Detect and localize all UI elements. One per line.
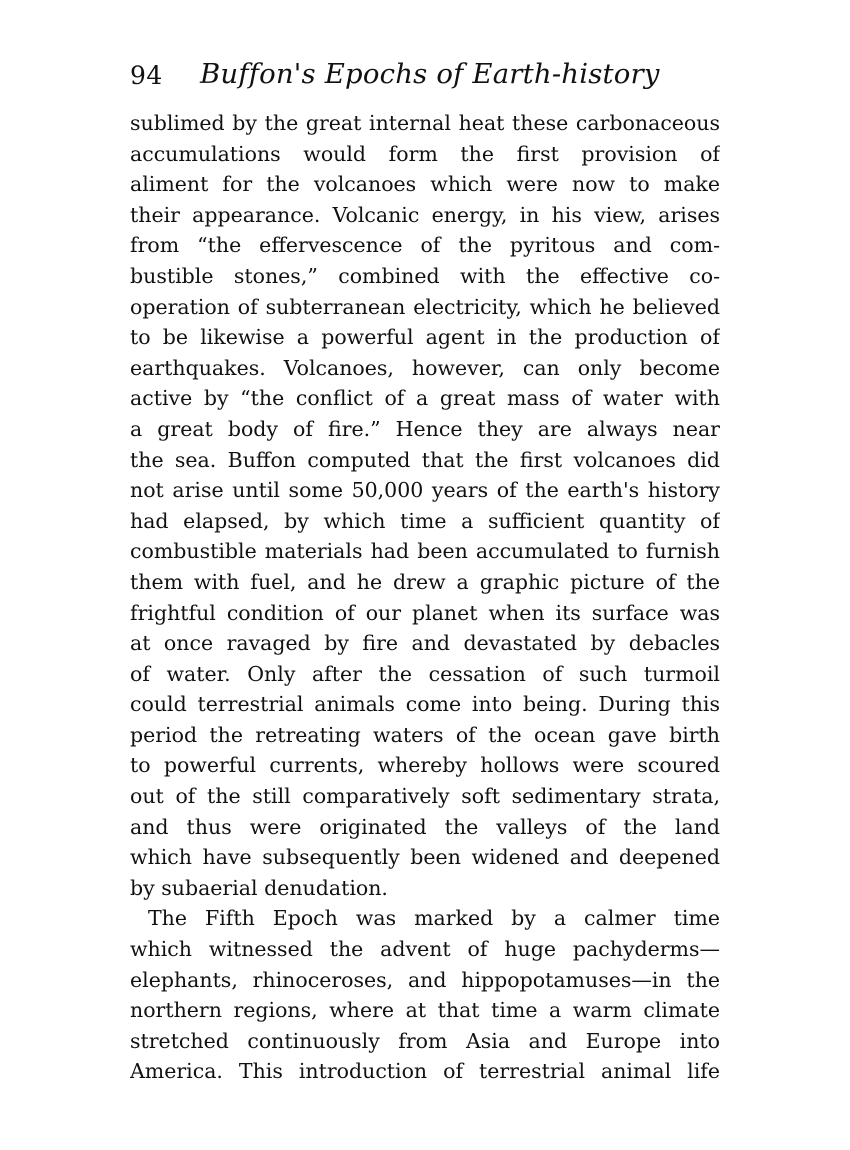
text-line: at once ravaged by fire and devastated by debacles bbox=[130, 631, 720, 656]
text-line: them with fuel, and he drew a graphic picture of the bbox=[130, 569, 720, 594]
paragraph-1 bbox=[130, 108, 720, 903]
text-line: The Fifth Epoch was marked by a calmer time bbox=[148, 906, 720, 931]
text-line: and thus were originated the valleys of the land bbox=[130, 814, 720, 839]
text-line: by subaerial denudation. bbox=[130, 875, 388, 900]
text-line: operation of subterranean electricity, which he believed bbox=[130, 294, 720, 319]
text-line: of water. Only after the cessation of such turmoil bbox=[130, 661, 720, 686]
text-line: northern regions, where at that time a warm climate bbox=[130, 998, 720, 1023]
text-line: not arise until some 50,000 years of the earth's history bbox=[130, 478, 720, 503]
text-line: combustible materials had been accumulated to furnish bbox=[130, 539, 720, 564]
text-line: which have subsequently been widened and deepened bbox=[130, 845, 720, 870]
text-line: accumulations would form the first provision of bbox=[130, 141, 720, 166]
text-line: period the retreating waters of the ocean gave birth bbox=[130, 722, 720, 747]
text-line: from “the effervescence of the pyritous and com- bbox=[130, 233, 720, 258]
running-head bbox=[130, 54, 730, 98]
text-line: out of the still comparatively soft sedimentary strata, bbox=[130, 784, 720, 809]
text-line: America. This introduction of terrestrial animal life bbox=[130, 1059, 720, 1084]
text-line: their appearance. Volcanic energy, in his view, arises bbox=[130, 202, 720, 227]
text-line: could terrestrial animals come into being. During this bbox=[130, 692, 720, 717]
text-line: had elapsed, by which time a sufficient quantity of bbox=[130, 508, 720, 533]
page-number: 94 bbox=[130, 61, 163, 90]
text-line: bustible stones,” combined with the effective co- bbox=[130, 263, 720, 288]
text-line: to powerful currents, whereby hollows were scoured bbox=[130, 753, 720, 778]
running-title: Buffon's Epochs of Earth-history bbox=[200, 58, 660, 90]
text-line: the sea. Buffon computed that the first volcanoes did bbox=[130, 447, 720, 472]
text-line: stretched continuously from Asia and Europe into bbox=[130, 1028, 720, 1053]
paragraph-2 bbox=[130, 903, 720, 1087]
text-line: frightful condition of our planet when its surface was bbox=[130, 600, 720, 625]
text-line: a great body of fire.” Hence they are always near bbox=[130, 416, 720, 441]
text-line: to be likewise a powerful agent in the production of bbox=[130, 325, 720, 350]
text-line: earthquakes. Volcanoes, however, can only become bbox=[130, 355, 720, 380]
body-text bbox=[130, 108, 720, 1087]
text-line: active by “the conflict of a great mass of water with bbox=[130, 386, 720, 411]
text-line: aliment for the volcanoes which were now to make bbox=[130, 172, 720, 197]
text-line: which witnessed the advent of huge pachyderms— bbox=[130, 937, 720, 962]
text-line: elephants, rhinoceroses, and hippopotamuses—in the bbox=[130, 967, 720, 992]
text-line: sublimed by the great internal heat these carbonaceous bbox=[130, 111, 720, 135]
